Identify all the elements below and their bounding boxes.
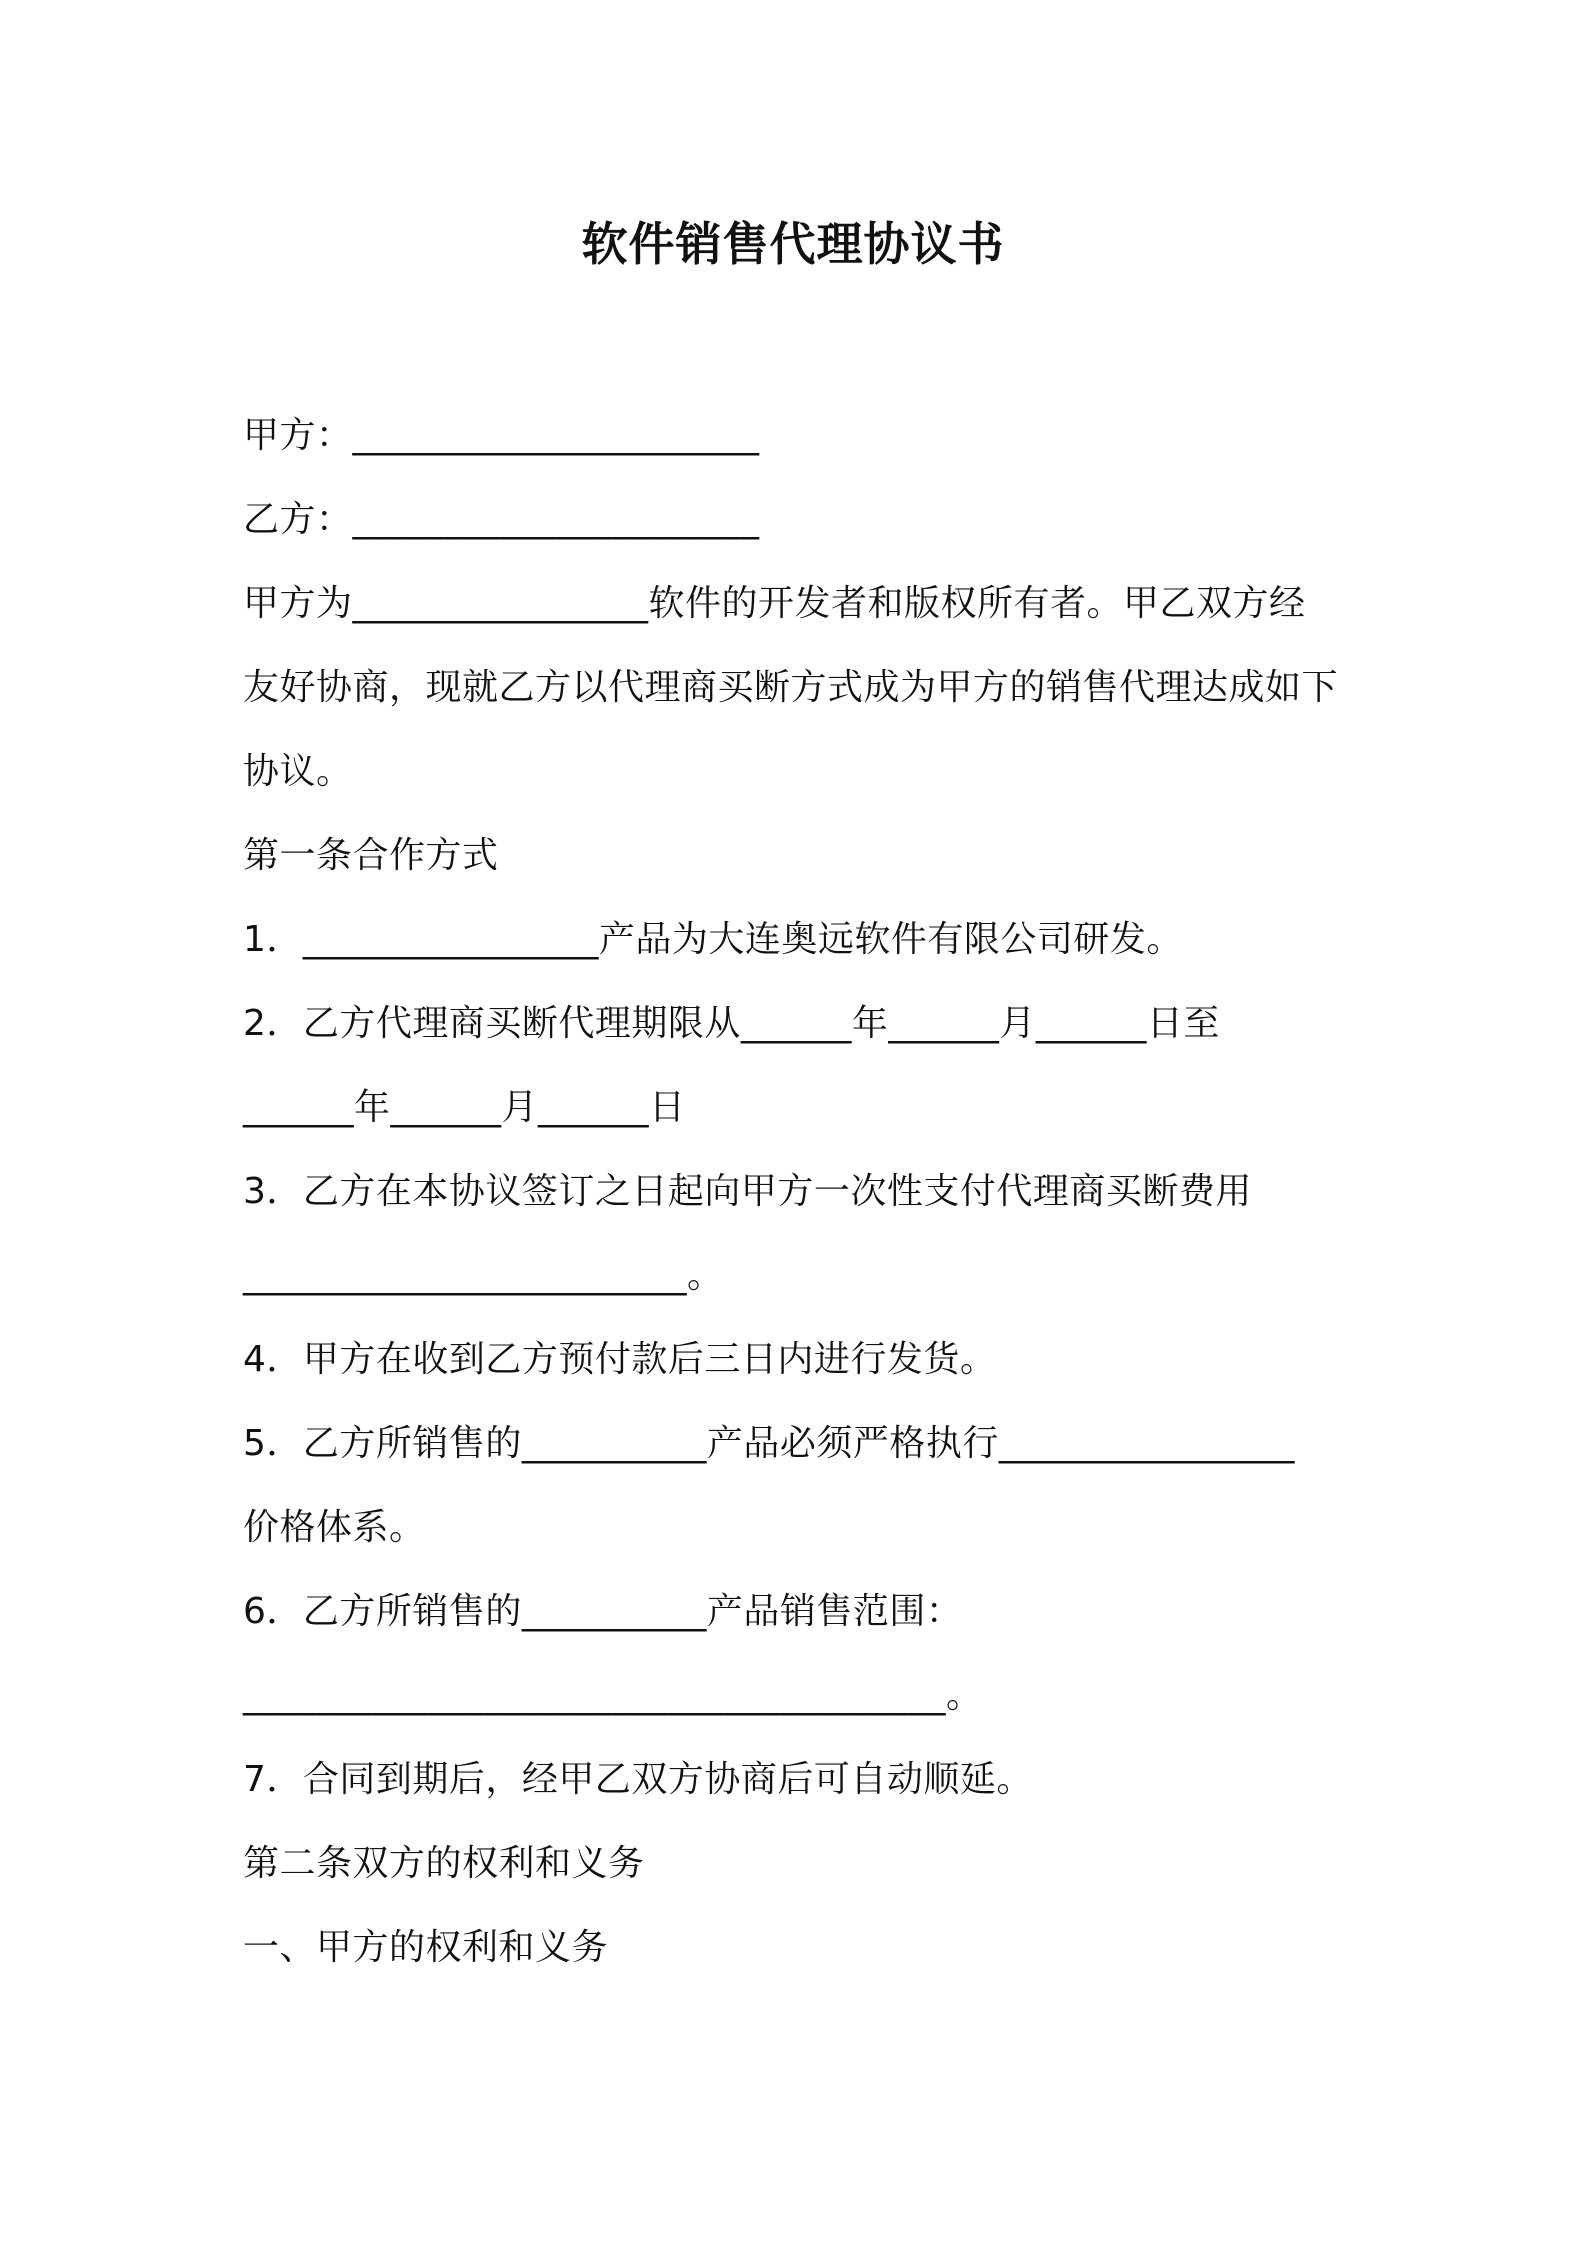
intro-line-1: 甲方为________________软件的开发者和版权所有者。甲乙双方经 [243,583,1306,624]
section-2-heading: 第二条双方的权利和义务 [243,1843,645,1884]
clause-6-line-1: 6．乙方所销售的__________产品销售范围： [243,1591,963,1632]
clause-4: 4．甲方在收到乙方预付款后三日内进行发货。 [243,1339,997,1380]
document-title: 软件销售代理协议书 [581,217,1005,271]
clause-7: 7．合同到期后，经甲乙双方协商后可自动顺延。 [243,1759,1033,1800]
party-a-line: 甲方：______________________ [243,415,760,456]
clause-2-line-1: 2．乙方代理商买断代理期限从______年______月______日至 [243,1003,1220,1044]
intro-line-3: 协议。 [243,751,353,792]
section-1-heading: 第一条合作方式 [243,835,499,876]
clause-2-line-2: ______年______月______日 [243,1087,686,1128]
clause-6-line-2: ______________________________________。 [243,1675,983,1716]
intro-line-2: 友好协商，现就乙方以代理商买断方式成为甲方的销售代理达成如下 [243,667,1339,708]
clause-3-line-2: ________________________。 [243,1255,724,1296]
party-b-line: 乙方：______________________ [243,499,760,540]
clause-5-line-2: 价格体系。 [243,1507,426,1548]
clause-3-line-1: 3．乙方在本协议签订之日起向甲方一次性支付代理商买断费用 [243,1171,1252,1212]
clause-1: 1．________________产品为大连奥远软件有限公司研发。 [243,919,1183,960]
subsection-heading: 一、甲方的权利和义务 [243,1927,609,1968]
clause-5-line-1: 5．乙方所销售的__________产品必须严格执行________________ [243,1423,1295,1464]
